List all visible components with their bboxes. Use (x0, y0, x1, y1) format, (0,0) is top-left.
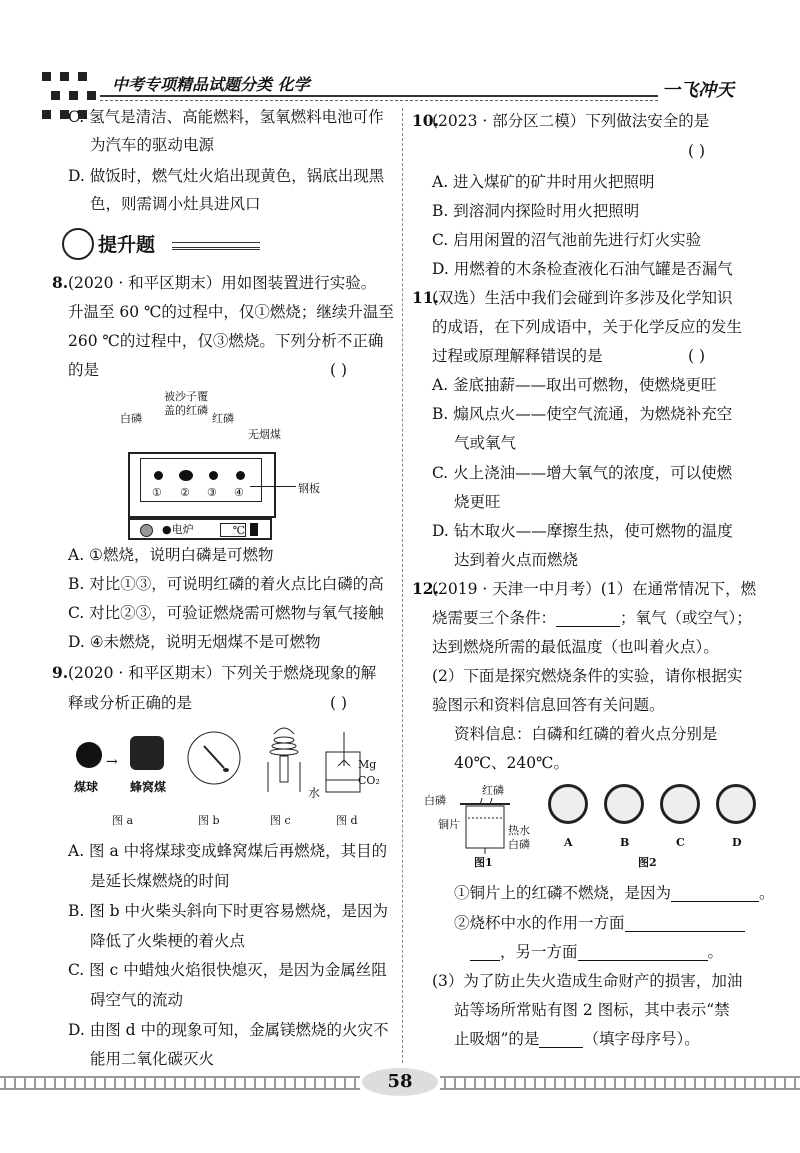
q12-stem-line5: 验图示和资料信息回答有关问题。 (432, 696, 665, 714)
arrow-icon: → (106, 754, 118, 770)
q12-info-line1: 资料信息：白磷和红磷的着火点分别是 (454, 725, 718, 743)
q12-item1-text: ①铜片上的红磷不燃烧，是因为 (454, 884, 672, 902)
q7-option-d-line1: D. 做饭时，燃气灶火焰出现黄色，锅底出现黑 (68, 167, 385, 185)
q11-option-b-line2: 气或氧气 (454, 434, 517, 452)
sample-3-number: ③ (207, 486, 217, 499)
sign-b-icon (604, 784, 644, 824)
q12-blank-sign[interactable] (539, 1029, 583, 1048)
q9-stem-line2: 释或分析正确的是 (68, 694, 193, 712)
q11-option-d-line2: 达到着火点而燃烧 (454, 551, 579, 569)
q8-option-a: A. ①燃烧，说明白磷是可燃物 (68, 546, 274, 564)
header-title: 中考专项精品试题分类 化学 (112, 75, 310, 94)
q9-number: 9. (52, 663, 69, 682)
sample-1-dot (154, 471, 163, 480)
q11-number: 11. (412, 288, 439, 307)
q11-stem-line3: 过程或原理解释错误的是 (432, 347, 603, 365)
q12-item2-line1 (454, 908, 745, 938)
q12-blank-item2a[interactable] (625, 913, 745, 932)
q11-answer-paren: ( ) (688, 347, 706, 365)
label-coal-ball: 煤球 (74, 780, 99, 794)
q9-option-d-line1: D. 由图 d 中的现象可知，金属镁燃烧的火灾不 (68, 1021, 389, 1039)
q11-stem-line2: 的成语，在下列成语中，关于化学反应的发生 (432, 318, 743, 336)
q8-option-b: B. 对比①③，可说明红磷的着火点比白磷的高 (68, 575, 384, 593)
q8-stem-line3: 260 ℃的过程中，仅③燃烧。下列分析不正确 (68, 332, 384, 350)
q10-option-d: D. 用燃着的木条检查液化石油气罐是否漏气 (432, 260, 733, 278)
q9-option-c-line2: 碍空气的流动 (90, 991, 184, 1009)
q8-stem-line2: 升温至 60 ℃的过程中，仅①燃烧；继续升温至 (68, 303, 394, 321)
coal-ball-image (76, 742, 102, 768)
honeycomb-coal-image (130, 736, 164, 770)
q12-part3-text: 止吸烟”的是 (454, 1030, 540, 1048)
label-electric-stove: ●电炉 (162, 523, 194, 536)
sample-2-dot (179, 470, 193, 481)
steel-plate-pointer (250, 486, 296, 487)
q9-option-a-line2: 是延长煤燃烧的时间 (90, 872, 230, 890)
sign-a-icon (548, 784, 588, 824)
caption-fig1: 图1 (474, 856, 493, 869)
q11-option-c-line1: C. 火上浇油——增大氧气的浓度，可以使燃 (432, 464, 733, 482)
q10-stem: (2023 · 部分区二模）下列做法安全的是 (432, 112, 710, 130)
q12-item1 (454, 878, 775, 908)
header-checker-decoration (42, 66, 100, 96)
column-divider (402, 108, 403, 1063)
q12-stem-line2 (432, 603, 752, 633)
q10-option-a: A. 进入煤矿的矿井时用火把照明 (432, 173, 655, 191)
label-honeycomb-coal: 蜂窝煤 (130, 780, 167, 794)
q12-number: 12. (412, 579, 439, 598)
q12-part3-line2: 站等场所常贴有图 2 图标，其中表示“禁 (454, 1001, 730, 1019)
q12-blank-item1[interactable] (671, 883, 759, 902)
q8-stem-line4: 的是 (68, 361, 100, 379)
q12-item1-end: 。 (759, 884, 775, 902)
section-heading: 提升题 (98, 234, 156, 256)
sample-3-dot (209, 471, 218, 480)
q10-number: 10. (412, 111, 439, 130)
q8-number: 8. (52, 273, 69, 292)
label-sand-covered-1: 被沙子覆 (164, 390, 208, 403)
q11-stem-line1: (双选）生活中我们会碰到许多涉及化学知识 (432, 289, 733, 307)
q12-part3-line3 (454, 1024, 700, 1054)
q10-option-b: B. 到溶洞内探险时用火把照明 (432, 202, 640, 220)
caption-fig-d: 图 d (336, 814, 358, 827)
sample-4-number: ④ (234, 486, 244, 499)
label-co2: CO₂ (358, 774, 380, 787)
q12-figure (420, 784, 760, 874)
q12-part3-end: （填字母序号）。 (583, 1030, 700, 1048)
beaker-illustration (460, 798, 510, 854)
q9-option-b-line1: B. 图 b 中火柴头斜向下时更容易燃烧，是因为 (68, 902, 389, 920)
q12-item2-text: ②烧杯中水的作用一方面 (454, 914, 625, 932)
q9-option-c-line1: C. 图 c 中蜡烛火焰很快熄灭，是因为金属丝阻 (68, 961, 387, 979)
q12-item2-mid: ，另一方面 (500, 943, 578, 961)
label-copper-sheet: 铜片 (438, 818, 460, 831)
q8-stem-line1: (2020 · 和平区期末）用如图装置进行实验。 (68, 274, 377, 292)
q9-figure (64, 722, 394, 832)
q12-blank-condition[interactable] (556, 608, 620, 627)
sample-1-number: ① (152, 486, 162, 499)
match-illustration (184, 728, 244, 788)
page-number: 58 (387, 1071, 413, 1092)
q12-oxygen-text: ；氧气（或空气）； (620, 609, 752, 627)
stove-body (128, 518, 272, 540)
label-white-phosphorus-top: 白磷 (424, 794, 446, 807)
q12-part3-line1: (3）为了防止失火造成生命财产的损害，加油 (432, 972, 743, 990)
q12-info-line2: 40℃、240℃。 (454, 754, 569, 772)
q8-option-d: D. ④未燃烧，说明无烟煤不是可燃物 (68, 633, 321, 651)
q9-option-d-line2: 能用二氧化碳灭火 (90, 1050, 215, 1068)
q12-blank-item2b[interactable] (578, 942, 708, 961)
q9-option-a-line1: A. 图 a 中将煤球变成蜂窝煤后再燃烧，其目的 (68, 842, 388, 860)
q7-option-c-line2: 为汽车的驱动电源 (90, 136, 215, 154)
caption-fig-c: 图 c (270, 814, 291, 827)
q12-blank-item2a-cont[interactable] (470, 942, 500, 961)
q12-stem-line1: (2019 · 天津一中月考）(1）在通常情况下，燃 (432, 580, 757, 598)
label-hot-water: 热水 (508, 824, 530, 837)
label-steel-plate: 钢板 (298, 482, 320, 495)
q8-figure (120, 390, 360, 540)
q9-answer-paren: ( ) (330, 694, 348, 712)
section-heading-bar (172, 242, 260, 250)
q7-option-c-line1: C. 氢气是清洁、高能燃料，氢氧燃料电池可作 (68, 108, 384, 126)
caption-fig-b: 图 b (198, 814, 220, 827)
label-water: 水 (308, 786, 321, 800)
footer-border-right (440, 1076, 800, 1090)
sign-c-icon (660, 784, 700, 824)
q9-option-b-line2: 降低了火柴梗的着火点 (90, 932, 246, 950)
q11-option-b-line1: B. 煽风点火——使空气流通，为燃烧补充空 (432, 405, 733, 423)
q12-conditions-text: 烧需要三个条件： (432, 609, 557, 627)
caption-fig-a: 图 a (112, 814, 134, 827)
sign-a-letter: A (564, 836, 573, 849)
label-degree: ℃ (220, 523, 246, 537)
header-rule-dashed (100, 100, 658, 101)
sample-4-dot (236, 471, 245, 480)
q9-stem-line1: (2020 · 和平区期末）下列关于燃烧现象的解 (68, 664, 377, 682)
section-icon (62, 228, 94, 260)
q11-option-c-line2: 烧更旺 (454, 493, 501, 511)
label-red-phosphorus: 红磷 (212, 412, 234, 425)
q11-option-d-line1: D. 钻木取火——摩擦生热，使可燃物的温度 (432, 522, 733, 540)
sample-2-number: ② (180, 486, 190, 499)
label-white-phosphorus: 白磷 (120, 412, 142, 425)
q12-item2-line2 (470, 937, 723, 967)
steel-plate-frame (128, 452, 276, 518)
footer-border-left (0, 1076, 360, 1090)
q8-answer-paren: ( ) (330, 361, 348, 379)
q10-answer-paren: ( ) (688, 142, 706, 160)
q12-stem-line4: (2）下面是探究燃烧条件的实验，请你根据实 (432, 667, 743, 685)
sign-c-letter: C (676, 836, 685, 849)
q10-option-c: C. 启用闲置的沼气池前先进行灯火实验 (432, 231, 702, 249)
candle-coil-illustration (260, 722, 308, 794)
q12-stem-line3: 达到燃烧所需的最低温度（也叫着火点）。 (432, 638, 719, 656)
label-white-phosphorus-bottom: 白磷 (508, 838, 530, 851)
header-brand: 一飞冲天 (662, 80, 734, 101)
sign-d-icon (716, 784, 756, 824)
label-red-phosphorus: 红磷 (482, 784, 504, 797)
q11-option-a: A. 釜底抽薪——取出可燃物，使燃烧更旺 (432, 376, 717, 394)
label-sand-covered-2: 盖的红磷 (164, 404, 208, 417)
sign-d-letter: D (732, 836, 742, 849)
label-mg: Mg (358, 758, 377, 771)
q12-item2-end: 。 (707, 943, 724, 961)
sign-b-letter: B (620, 836, 630, 849)
q7-option-d-line2: 色，则需调小灶具进风口 (90, 195, 261, 213)
header-rule (100, 95, 658, 97)
q8-option-c: C. 对比②③，可验证燃烧需可燃物与氧气接触 (68, 604, 384, 622)
label-anthracite: 无烟煤 (248, 428, 281, 441)
caption-fig2: 图2 (638, 856, 657, 869)
